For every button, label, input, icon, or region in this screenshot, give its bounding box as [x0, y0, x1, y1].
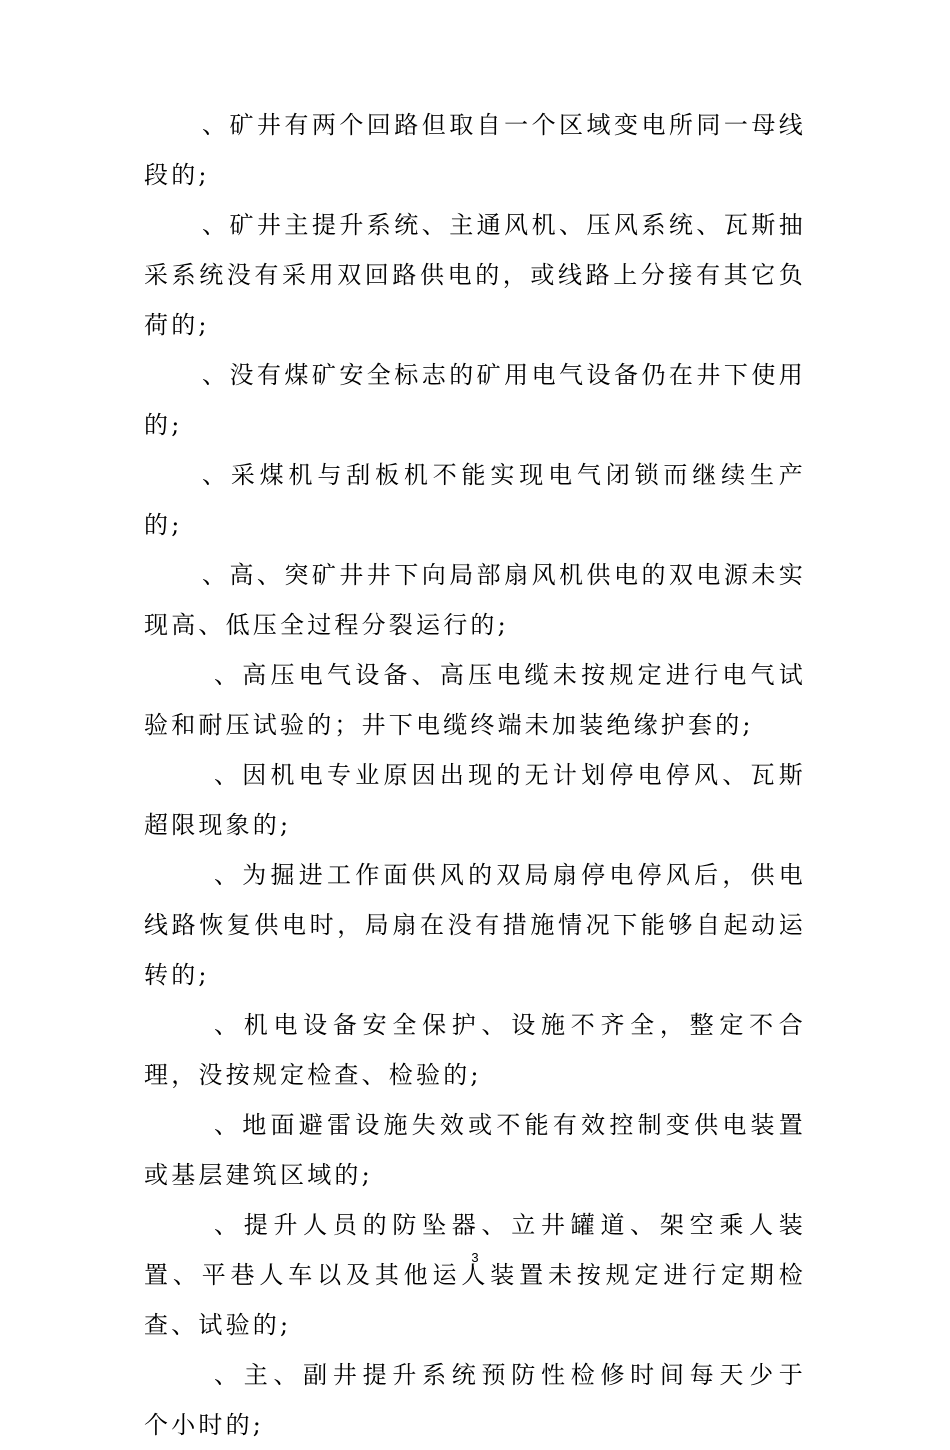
- paragraph-2: 、矿井主提升系统、主通风机、压风系统、瓦斯抽采系统没有采用双回路供电的，或线路上分接有其它负荷的;: [144, 211, 806, 339]
- paragraph-3: 、没有煤矿安全标志的矿用电气设备仍在井下使用的;: [144, 361, 806, 439]
- paragraph-10: 、地面避雷设施失效或不能有效控制变供电装置或基层建筑区域的;: [144, 1111, 806, 1189]
- paragraph-12: 、主、副井提升系统预防性检修时间每天少于 个小时的;: [144, 1361, 834, 1439]
- paragraph-9: 、机电设备安全保护、设施不齐全，整定不合理，没按规定检查、检验的;: [144, 1011, 806, 1089]
- page-number: 3: [471, 1250, 479, 1265]
- document-body: [144, 100, 834, 1450]
- paragraph-5: 、高、突矿井井下向局部扇风机供电的双电源未实现高、低压全过程分裂运行的;: [144, 561, 806, 639]
- paragraph-4: 、采煤机与刮板机不能实现电气闭锁而继续生产的;: [144, 461, 806, 539]
- paragraph-1: 、矿井有两个回路但取自一个区域变电所同一母线段的;: [144, 111, 806, 189]
- paragraph-8: 、为掘进工作面供风的双局扇停电停风后，供电线路恢复供电时，局扇在没有措施情况下能够自起动运转的;: [144, 861, 806, 989]
- paragraph-6: 、高压电气设备、高压电缆未按规定进行电气试验和耐压试验的；井下电缆终端未加装绝缘护套的;: [144, 661, 806, 739]
- paragraph-11: 、提升人员的防坠器、立井罐道、架空乘人装置、平巷人车以及其他运人装置未按规定进行定期检查、试验的;: [144, 1211, 806, 1339]
- paragraph-7: 、因机电专业原因出现的无计划停电停风、瓦斯超限现象的;: [144, 761, 806, 839]
